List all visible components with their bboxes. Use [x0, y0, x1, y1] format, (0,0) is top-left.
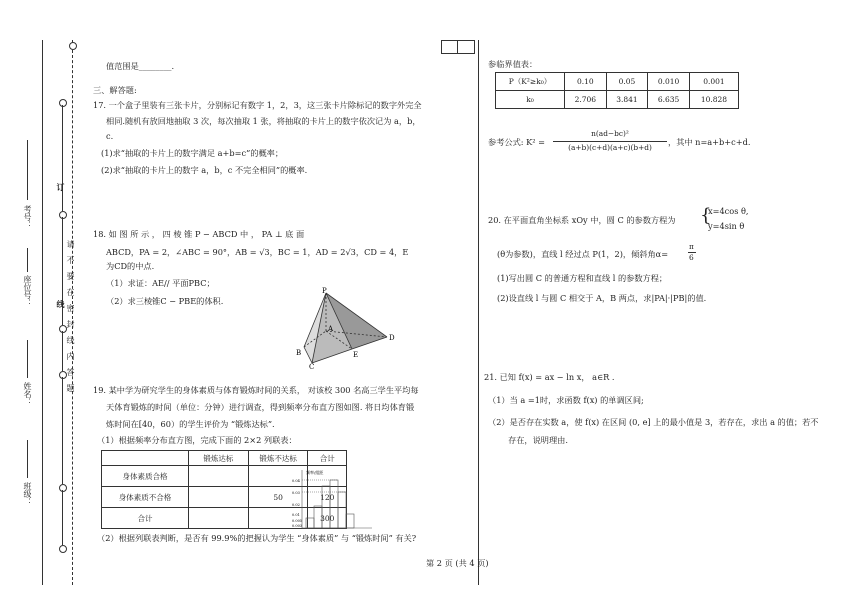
- table-row: 合计 300: [102, 508, 347, 529]
- hist-tick: 0.03: [292, 491, 300, 495]
- formula-suffix: ，其中 n=a+b+c+d.: [668, 137, 751, 147]
- exam-number-field[interactable]: [27, 140, 28, 200]
- q19-text: 天体育锻炼的时间（单位：分钟）进行调查，得到频率分布直方图如图. 将日均体育锻: [106, 402, 415, 412]
- q18-part2: （2）求三棱锥C − PBE的体积.: [106, 296, 224, 306]
- table-row: P（K²≥k₀） 0.10 0.05 0.010 0.001: [496, 73, 739, 91]
- fig-label: A: [328, 325, 334, 333]
- binding-xian: 线: [56, 300, 66, 308]
- fig-label: D: [389, 334, 395, 342]
- q17-part2: (2)求“抽取的卡片上的数字 a，b，c 不完全相同”的概率.: [101, 165, 308, 175]
- fig-label: E: [353, 351, 359, 359]
- name-field[interactable]: [27, 340, 28, 378]
- q19-part1: （1）根据频率分布直方图，完成下面的 2×2 列联表：: [97, 435, 297, 445]
- name-label: 姓名：: [23, 382, 32, 406]
- binding-hole: [59, 545, 67, 553]
- q20-part1: (1)写出圆 C 的普通方程和直线 l 的参数方程；: [497, 273, 668, 283]
- critical-table-label: 参临界值表：: [488, 59, 538, 69]
- fig-label: P: [322, 287, 327, 295]
- seat-number-label: 座位号：: [23, 275, 32, 307]
- binding-hole: [59, 99, 67, 107]
- class-field[interactable]: [27, 440, 28, 478]
- binding-hole: [69, 42, 77, 50]
- hist-tick: 0.04: [292, 479, 300, 483]
- q17-text: 相同.随机有放回地抽取 3 次，每次抽取 1 张，将抽取的卡片上的数字依次记为 a，b，: [106, 116, 421, 126]
- column-divider: [478, 40, 479, 585]
- q18-part1: （1）求证：AE// 平面PBC；: [106, 278, 215, 288]
- table-cell-input[interactable]: [188, 466, 248, 487]
- hist-tick: 0.01: [292, 513, 300, 517]
- pyramid-figure: [292, 285, 400, 369]
- binding-ding: 订: [56, 183, 66, 191]
- q19-part2: （2）根据列联表判断，是否有 99.9%的把握认为学生 “身体素质” 与 “锻炼时间” 有关?: [97, 533, 417, 543]
- table-cell-input[interactable]: [188, 508, 248, 529]
- binding-hole: [59, 484, 67, 492]
- q20-system-line2: y=4sin θ: [708, 221, 745, 231]
- q20-frac-num: π: [689, 242, 694, 251]
- q18-text: ABCD，PA = 2，∠ABC = 90°，AB = √3，BC = 1，AD = 2√3，CD = 4，E: [106, 247, 409, 257]
- q20-frac-den: 6: [689, 253, 694, 262]
- section-heading: 三、解答题:: [93, 85, 137, 95]
- q20-part2: (2)设直线 l 与圆 C 相交于 A，B 两点，求|PA|·|PB|的值.: [497, 293, 707, 303]
- hist-tick: 0.003: [292, 524, 303, 528]
- table-row: 身体素质不合格 50 120: [102, 487, 347, 508]
- hist-tick: 0.02: [292, 503, 300, 507]
- exam-number-label: 考号：: [23, 205, 32, 229]
- hist-ylabel: 频率/组距: [306, 470, 324, 475]
- seat-number-field[interactable]: [27, 248, 28, 272]
- table-row: k₀ 2.706 3.841 6.635 10.828: [496, 91, 739, 109]
- q20-text: (θ为参数)，直线 l 经过点 P(1，2)，倾斜角α=: [497, 249, 669, 259]
- q20-text: 20. 在平面直角坐标系 xOy 中，圆 C 的参数方程为: [488, 215, 676, 225]
- q17-text: 17. 一个盒子里装有三张卡片，分别标记有数字 1，2，3，这三张卡片除标记的数字外完全: [93, 100, 422, 110]
- histogram-figure: [292, 466, 374, 530]
- formula-denominator: (a+b)(c+d)(a+c)(b+d): [568, 143, 652, 152]
- table-cell-input[interactable]: [188, 487, 248, 508]
- formula-numerator: n(ad−bc)²: [591, 129, 629, 138]
- q17-part1: (1)求“抽取的卡片上的数字满足 a+b=c”的概率；: [101, 148, 284, 158]
- page-footer: 第 2 页 (共 4 页): [426, 558, 489, 568]
- hist-tick: 0.005: [292, 519, 303, 523]
- q18-text: 为CD的中点.: [106, 261, 155, 271]
- fig-label: B: [296, 349, 302, 357]
- q19-text: 19. 某中学为研究学生的身体素质与体育锻炼时间的关系， 对该校 300 名高三学生平均每: [93, 385, 419, 395]
- formula-prefix: 参考公式: K² =: [488, 137, 545, 147]
- q21-part1: （1）当 a =1时，求函数 f(x) 的单调区间;: [488, 395, 644, 405]
- q20-system-line1: x=4cos θ,: [708, 206, 749, 216]
- q19-text: 炼时间在[40，60）的学生评价为 “锻炼达标”.: [106, 419, 275, 429]
- q16-tail: 值范围是________.: [106, 61, 175, 71]
- q18-text: 18. 如 图 所 示 ， 四 棱 锥 P − ABCD 中 ， PA ⊥ 底 面: [93, 229, 305, 239]
- class-label: 班级：: [23, 482, 32, 506]
- q21-part2: （2）是否存在实数 a，使 f(x) 在区间 (0, e] 上的最小值是 3，若存在，求出 a 的值；若不: [488, 417, 819, 427]
- page-top-box: [441, 40, 475, 54]
- brace-glyph: {: [700, 205, 712, 226]
- table-row: 身体素质合格: [102, 466, 347, 487]
- q21-text: 21. 已知 f(x) = ax − ln x， a∈R .: [484, 372, 615, 382]
- fig-label: C: [309, 363, 315, 369]
- q21-part2: 存在，说明理由.: [508, 435, 568, 445]
- q17-text: c.: [106, 131, 114, 141]
- critical-value-table: [495, 72, 739, 109]
- table-header-row: 锻炼达标 锻炼不达标 合计: [102, 451, 347, 466]
- binding-hole: [59, 211, 67, 219]
